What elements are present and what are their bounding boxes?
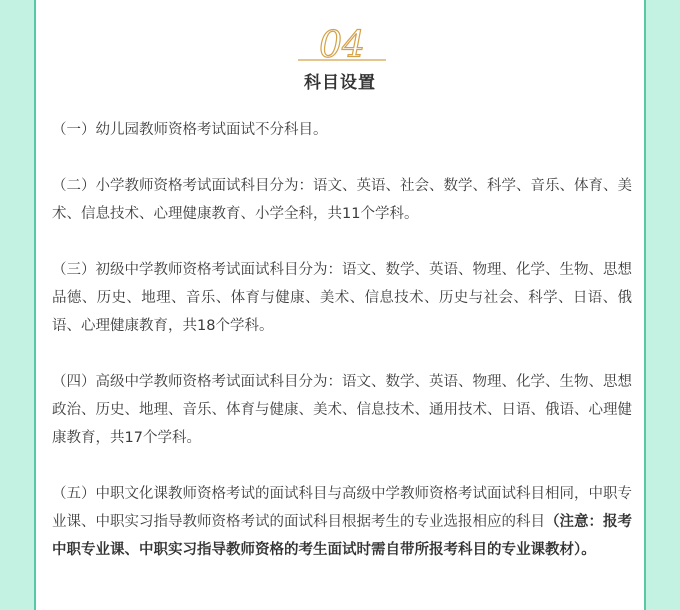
section-number: 04 bbox=[319, 26, 365, 66]
vocational-note: （注意：报考中职专业课、中职实习指导教师资格的考生面试时需自带所报考科目的专业课教材）。 bbox=[52, 514, 632, 558]
section-number-badge bbox=[296, 26, 388, 66]
section-number-graphic bbox=[296, 26, 388, 66]
paragraph-primary-school: （二）小学教师资格考试面试科目分为：语文、英语、社会、数学、科学、音乐、体育、美术、信息技术、心理健康教育、小学全科，共11个学科。 bbox=[52, 178, 632, 222]
right-background-stripe bbox=[646, 0, 680, 610]
paragraph-junior-middle-school: （三）初级中学教师资格考试面试科目分为：语文、数学、英语、物理、化学、生物、思想品德、历史、地理、音乐、体育与健康、美术、信息技术、历史与社会、科学、日语、俄语、心理健康教育，共18个学科。 bbox=[52, 262, 632, 334]
section-body bbox=[52, 116, 632, 592]
vocational-text: （五）中职文化课教师资格考试的面试科目与高级中学教师资格考试面试科目相同，中职专业课、中职实习指导教师资格考试的面试科目根据考生的专业选报相应的科目 bbox=[52, 486, 632, 530]
paragraph-kindergarten: （一）幼儿园教师资格考试面试不分科目。 bbox=[52, 122, 328, 138]
content-card bbox=[34, 0, 646, 610]
section-title: 科目设置 bbox=[304, 73, 376, 93]
left-background-stripe bbox=[0, 0, 34, 610]
paragraph-vocational-school bbox=[52, 480, 632, 564]
paragraph-senior-high-school: （四）高级中学教师资格考试面试科目分为：语文、数学、英语、物理、化学、生物、思想政治、历史、地理、音乐、体育与健康、美术、信息技术、通用技术、日语、俄语、心理健康教育，共17个学科。 bbox=[52, 374, 632, 446]
